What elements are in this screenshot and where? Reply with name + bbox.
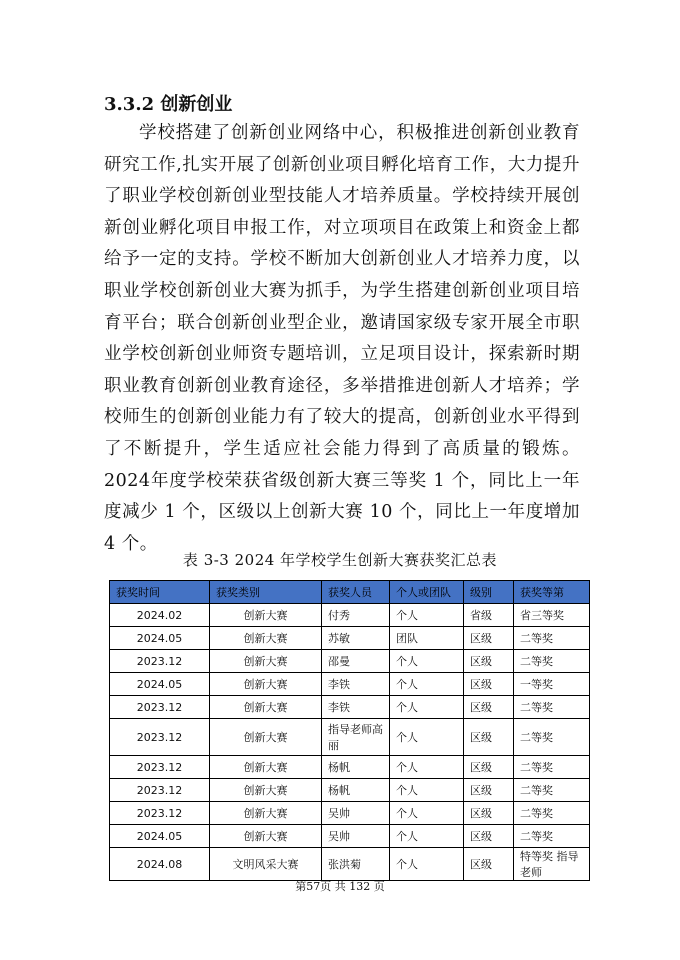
cell-level: 区级 xyxy=(464,719,514,756)
table-row xyxy=(110,696,590,719)
section-number: 3.3.2 xyxy=(104,94,155,115)
cell-type: 个人 xyxy=(390,604,464,627)
table-row xyxy=(110,650,590,673)
table-header-row xyxy=(110,581,590,604)
cell-type: 个人 xyxy=(390,673,464,696)
header-award-person: 获奖人员 xyxy=(322,581,390,604)
cell-category: 创新大赛 xyxy=(210,825,322,848)
cell-type: 个人 xyxy=(390,779,464,802)
cell-level: 区级 xyxy=(464,756,514,779)
cell-person: 杨帆 xyxy=(322,756,390,779)
cell-category: 创新大赛 xyxy=(210,627,322,650)
cell-time: 2024.02 xyxy=(110,604,210,627)
cell-category: 创新大赛 xyxy=(210,696,322,719)
cell-type: 个人 xyxy=(390,650,464,673)
cell-level: 区级 xyxy=(464,650,514,673)
header-award-grade: 获奖等第 xyxy=(514,581,590,604)
cell-grade: 二等奖 xyxy=(514,779,590,802)
body-paragraph: 学校搭建了创新创业网络中心，积极推进创新创业教育研究工作,扎实开展了创新创业项目孵化培育工作，大力提升了职业学校创新创业型技能人才培养质量。学校持续开展创新创业孵化项目申报工作，对立项项目在政策上和资金上都给予一定的支持。学校不断加大创新创业人才培养力度，以职业学校创新创业大赛为抓手，为学生搭建创新创业项目培育平台；联合创新创业型企业，邀请国家级专家开展全市职业学校创新创业师资专题培训，立足项目设计，探索新时期职业教育创新创业教育途径，多举措推进创新人才培养；学校师生的创新创业能力有了较大的提高，创新创业水平得到了不断提升，学生适应社会能力得到了高质量的锻炼。2024年度学校荣获省级创新大赛三等奖 1 个，同比上一年度减少 1 个，区级以上创新大赛 10 个，同比上一年度增加 4 个。 xyxy=(104,123,580,554)
cell-category: 创新大赛 xyxy=(210,650,322,673)
cell-grade: 一等奖 xyxy=(514,673,590,696)
cell-person: 苏敏 xyxy=(322,627,390,650)
cell-level: 省级 xyxy=(464,604,514,627)
cell-category: 创新大赛 xyxy=(210,756,322,779)
cell-grade: 二等奖 xyxy=(514,825,590,848)
cell-type: 个人 xyxy=(390,696,464,719)
cell-person: 邵曼 xyxy=(322,650,390,673)
cell-time: 2023.12 xyxy=(110,779,210,802)
cell-person: 指导老师高丽 xyxy=(322,719,390,756)
cell-time: 2024.05 xyxy=(110,627,210,650)
cell-level: 区级 xyxy=(464,848,514,881)
section-title: 创新创业 xyxy=(160,94,233,115)
cell-type: 个人 xyxy=(390,802,464,825)
table-row xyxy=(110,802,590,825)
cell-time: 2024.08 xyxy=(110,848,210,881)
cell-level: 区级 xyxy=(464,802,514,825)
cell-type: 个人 xyxy=(390,719,464,756)
header-award-category: 获奖类别 xyxy=(210,581,322,604)
cell-time: 2023.12 xyxy=(110,719,210,756)
cell-time: 2024.05 xyxy=(110,673,210,696)
section-heading xyxy=(104,90,232,116)
cell-grade: 二等奖 xyxy=(514,696,590,719)
page-total: 共 132 页 xyxy=(334,880,385,893)
cell-time: 2023.12 xyxy=(110,802,210,825)
table-row xyxy=(110,673,590,696)
page-footer xyxy=(0,878,680,894)
cell-type: 个人 xyxy=(390,848,464,881)
cell-person: 杨帆 xyxy=(322,779,390,802)
table-row xyxy=(110,848,590,881)
cell-category: 创新大赛 xyxy=(210,673,322,696)
cell-person: 吴帅 xyxy=(322,825,390,848)
cell-grade: 特等奖 指导老师 xyxy=(514,848,590,881)
cell-person: 李铁 xyxy=(322,673,390,696)
cell-person: 李铁 xyxy=(322,696,390,719)
cell-grade: 二等奖 xyxy=(514,627,590,650)
cell-category: 创新大赛 xyxy=(210,719,322,756)
cell-type: 团队 xyxy=(390,627,464,650)
cell-person: 付秀 xyxy=(322,604,390,627)
cell-time: 2023.12 xyxy=(110,756,210,779)
table-row xyxy=(110,604,590,627)
table-row xyxy=(110,719,590,756)
cell-grade: 二等奖 xyxy=(514,650,590,673)
cell-type: 个人 xyxy=(390,825,464,848)
cell-level: 区级 xyxy=(464,825,514,848)
table-row xyxy=(110,825,590,848)
cell-category: 创新大赛 xyxy=(210,604,322,627)
table-row xyxy=(110,779,590,802)
cell-category: 创新大赛 xyxy=(210,779,322,802)
cell-time: 2023.12 xyxy=(110,696,210,719)
page-number: 第57页 xyxy=(295,880,332,893)
cell-level: 区级 xyxy=(464,696,514,719)
cell-grade: 省三等奖 xyxy=(514,604,590,627)
cell-grade: 二等奖 xyxy=(514,756,590,779)
cell-level: 区级 xyxy=(464,779,514,802)
cell-grade: 二等奖 xyxy=(514,719,590,756)
table-row xyxy=(110,627,590,650)
cell-time: 2023.12 xyxy=(110,650,210,673)
cell-level: 区级 xyxy=(464,673,514,696)
table-row xyxy=(110,756,590,779)
table-caption: 表 3-3 2024 年学校学生创新大赛获奖汇总表 xyxy=(182,551,498,569)
header-individual-or-team: 个人或团队 xyxy=(390,581,464,604)
cell-type: 个人 xyxy=(390,756,464,779)
cell-grade: 二等奖 xyxy=(514,802,590,825)
header-level: 级别 xyxy=(464,581,514,604)
cell-time: 2024.05 xyxy=(110,825,210,848)
cell-category: 文明风采大赛 xyxy=(210,848,322,881)
cell-person: 吴帅 xyxy=(322,802,390,825)
cell-category: 创新大赛 xyxy=(210,802,322,825)
cell-level: 区级 xyxy=(464,627,514,650)
cell-person: 张洪菊 xyxy=(322,848,390,881)
header-award-time: 获奖时间 xyxy=(110,581,210,604)
awards-table xyxy=(109,580,590,881)
